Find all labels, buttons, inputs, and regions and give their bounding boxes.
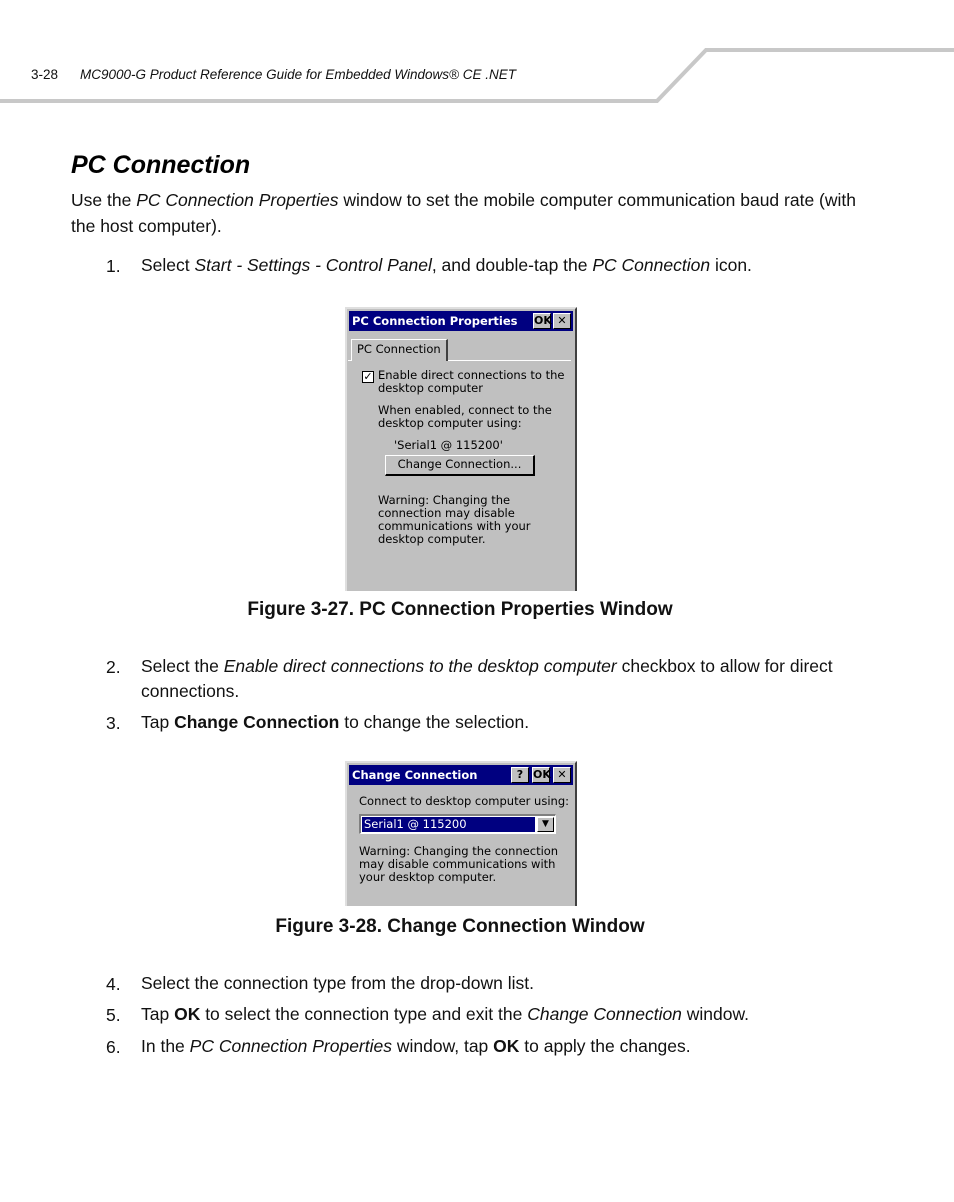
step-number: 5. [106,1005,121,1025]
step-text: Select the connection type from the drop-down list. [141,973,534,993]
page-number: 3-28 [31,67,59,82]
checkbox-label: Enable direct connections to the desktop computer [378,368,565,395]
section-title: PC Connection [71,151,251,179]
window-title: PC Connection Properties [352,314,518,328]
warning-text: Warning: Changing the connection may disable communications with your desktop computer. [378,493,531,546]
change-connection-button[interactable]: Change Connection... [385,455,535,476]
step-text: In the PC Connection Properties window, tap OK to apply the changes. [141,1036,691,1056]
connect-label: Connect to desktop computer using: [359,794,569,808]
checkmark-icon: ✓ [363,370,373,383]
header-decoration [0,0,954,110]
help-button[interactable]: ? [511,767,529,783]
connection-dropdown[interactable] [359,814,556,834]
figure-caption: Figure 3-27. PC Connection Properties Window [247,599,673,620]
step-number: 3. [106,713,121,733]
ok-button[interactable]: OK [534,314,552,327]
window-titlebar [349,311,573,331]
step-number: 6. [106,1037,121,1057]
step-text: Tap OK to select the connection type and exit the Change Connection window. [141,1004,750,1024]
window-title: Change Connection [352,768,478,782]
ok-button[interactable]: OK [533,768,551,781]
tab-pc-connection[interactable]: PC Connection [351,339,448,361]
close-icon[interactable]: ✕ [553,313,571,329]
step-text: Tap Change Connection to change the selection. [141,712,530,732]
step-number: 1. [106,256,121,276]
warning-text: Warning: Changing the connection may disable communications with your desktop computer. [359,844,559,884]
step-text: Select the Enable direct connections to the desktop computer checkbox to allow for direct connections. [141,656,833,701]
figure-caption: Figure 3-28. Change Connection Window [275,916,645,937]
pc-connection-properties-window [345,307,577,591]
step-text: Select Start - Settings - Control Panel, and double-tap the PC Connection icon. [141,255,752,275]
document-title: MC9000-G Product Reference Guide for Embedded Windows® CE .NET [80,67,517,82]
change-connection-window [345,761,577,906]
window-titlebar [349,765,573,785]
current-connection-value: 'Serial1 @ 115200' [394,438,503,452]
enable-direct-connections-checkbox[interactable] [362,371,374,383]
close-icon[interactable]: ✕ [553,767,571,783]
enabled-description: When enabled, connect to the desktop computer using: [378,403,552,430]
step-number: 2. [106,657,121,677]
step-number: 4. [106,974,121,994]
chevron-down-icon[interactable]: ▼ [537,817,554,832]
intro-paragraph: Use the PC Connection Properties window to set the mobile computer communication baud rate (with the host computer). [71,190,856,236]
dropdown-selected-value: Serial1 @ 115200 [362,817,535,832]
